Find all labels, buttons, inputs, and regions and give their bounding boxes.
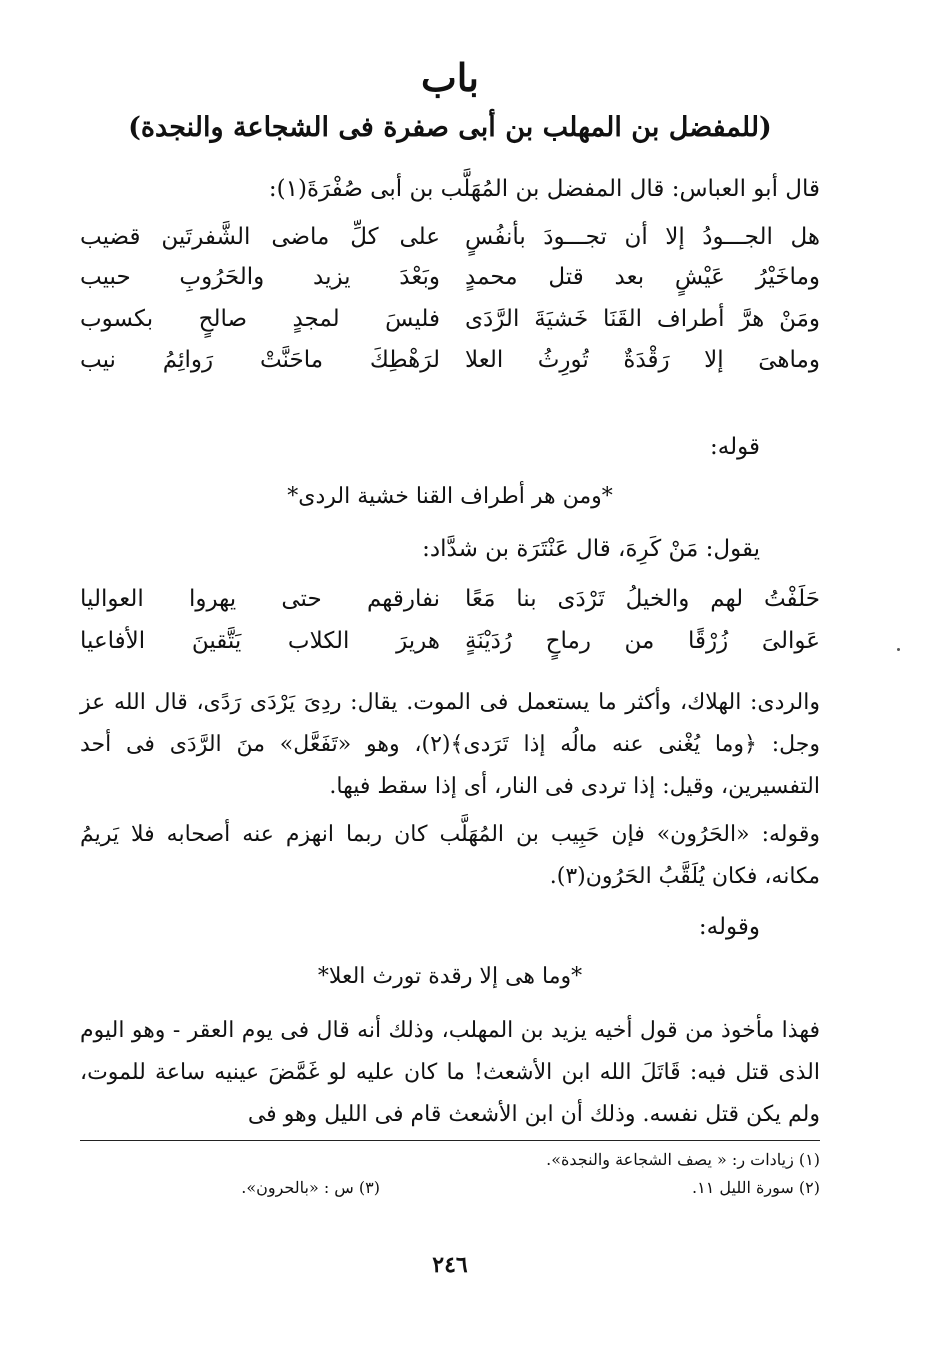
quoted-hemistich: *وما هى إلا رقدة تورث العلا* bbox=[317, 964, 583, 989]
chapter-subtitle: (للمفضل بن المهلب بن أبى صفرة فى الشجاعة والنجدة) bbox=[128, 112, 772, 143]
verse-first-hemistich: عَوالىَ زُرْقًا من رماحٍ رُدَيْنَةٍ bbox=[465, 628, 820, 654]
footnote-2: (٢) سورة الليل ١١. bbox=[692, 1178, 820, 1197]
page-number: ٢٤٦ bbox=[432, 1252, 468, 1278]
verse-second-hemistich: على كلِّ ماضى الشَّفرتَين قضيب bbox=[80, 224, 440, 250]
intro-line: قال أبو العباس: قال المفضل بن المُهَلَّب بن أبى صُفْرَةَ(١): bbox=[268, 176, 820, 202]
verse-first-hemistich: هل الجـــودُ إلا أن تجـــودَ بأنفُسٍ bbox=[465, 224, 820, 250]
poem1-verse bbox=[80, 343, 820, 377]
poem1-verse bbox=[80, 260, 820, 294]
paragraph-radaa: والردى: الهلاك، وأكثر ما يستعمل فى الموت. يقال: ردِىَ يَرْدَى رَدًى، قال الله عز وجل: ﴿وما يُغْنى عنه مالُه إذا تَرَدى﴾(٢)، وهو «تَفَعَّل» منَ الرَّدَى فى أحد التفسيرين، وقيل: إذا تردى فى النار، أى إذا سقط فيها. bbox=[80, 690, 820, 799]
poem2-verse bbox=[80, 582, 820, 616]
margin-dot bbox=[897, 648, 900, 651]
book-page bbox=[80, 0, 820, 1354]
verse-first-hemistich: حَلَفْتُ لهم والخيلُ تَرْدَى بنا مَعًا bbox=[465, 586, 820, 612]
footnote-3: (٣) س : «بالحرون». bbox=[241, 1178, 380, 1197]
verse-first-hemistich: وماهىَ إلا رَقْدَةٌ تُورِثُ العلا bbox=[465, 347, 820, 373]
verse-first-hemistich: ومَنْ هرَّ أطراف القَنَا خَشيَةَ الرَّدَى bbox=[465, 306, 820, 332]
qawluhu-label: وقوله: bbox=[698, 914, 760, 940]
verse-second-hemistich: لرَهْطِكَ ماحَنَّتْ رَوائِمُ نيب bbox=[80, 347, 440, 373]
yaqul-line: يقول: مَنْ كَرِهَ، قال عَنْتَرَة بن شدَّاد: bbox=[422, 536, 760, 562]
poem2-verse bbox=[80, 624, 820, 658]
paragraph-huroon: وقوله: «الحَرُون» فإن حَبِيب بن المُهَلَّب كان ربما انهزم عنه أصحابه فلا يَريمُ مكانه، فكان يُلَقَّبُ الحَرُون(٣). bbox=[80, 822, 820, 889]
quoted-hemistich: *ومن هر أطراف القنا خشية الردى* bbox=[287, 484, 613, 509]
footnote-separator bbox=[80, 1140, 820, 1141]
verse-second-hemistich: نفارقهم حتى يهروا العواليا bbox=[80, 586, 440, 612]
verse-second-hemistich: هريرَ الكلاب يَتَّقينَ الأفاعيا bbox=[80, 628, 440, 654]
paragraph-last: فهذا مأخوذ من قول أخيه يزيد بن المهلب، وذلك أنه قال فى يوم العقر - وهو اليوم الذى قتل فيه: قَاتَلَ الله ابن الأشعث! ما كان عليه لو غَمَّضَ عينيه ساعة للموت، ولم يكن قتل نفسه. وذلك أن ابن الأشعث قام فى الليل وهو فى bbox=[80, 1018, 820, 1127]
verse-second-hemistich: وبَعْدَ يزيد والحَرُوبِ حبيب bbox=[80, 264, 440, 290]
verse-second-hemistich: فليسَ لمجدٍ صالحٍ بكسوب bbox=[80, 306, 440, 332]
verse-first-hemistich: وماخَيْرُ عَيْشٍ بعد قتل محمدٍ bbox=[465, 264, 820, 290]
qawluhu-label: قوله: bbox=[710, 434, 760, 460]
poem1-verse bbox=[80, 302, 820, 336]
footnote-1: (١) زيادات ر: « يصف الشجاعة والنجدة». bbox=[546, 1150, 820, 1169]
chapter-title: باب bbox=[421, 55, 479, 100]
poem1-verse bbox=[80, 220, 820, 254]
